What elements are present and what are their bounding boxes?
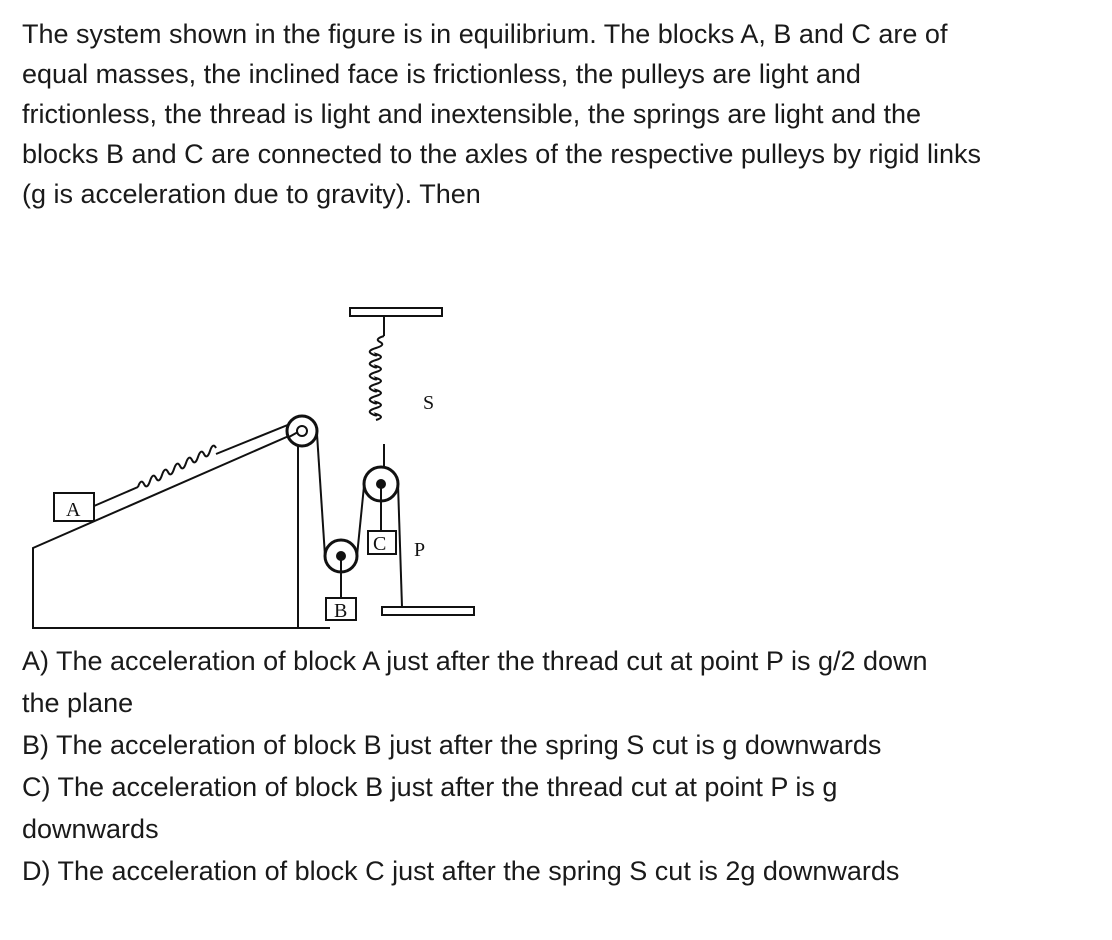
label-a: A (66, 499, 81, 521)
question-line: The system shown in the figure is in equilibrium. The blocks A, B and C are of (22, 19, 948, 49)
floor (382, 607, 474, 615)
label-c: C (373, 533, 387, 555)
option-b: B) The acceleration of block B just after the spring S cut is g downwards (22, 730, 882, 760)
ceiling (350, 308, 442, 316)
option-d: D) The acceleration of block C just after the spring S cut is 2g downwards (22, 856, 900, 886)
option-a: A) The acceleration of block A just after the thread cut at point P is g/2 down (22, 646, 928, 676)
label-p: P (414, 539, 426, 561)
option-a-cont: the plane (22, 688, 134, 718)
option-c-cont: downwards (22, 814, 159, 844)
incline-spring (138, 446, 216, 487)
question-line: equal masses, the inclined face is frictionless, the pulleys are light and (22, 59, 861, 89)
label-b: B (334, 600, 348, 622)
incline-wedge (33, 432, 298, 628)
spring-s (370, 336, 384, 420)
options-list (22, 640, 1092, 892)
question-line: blocks B and C are connected to the axles of the respective pulleys by rigid links (22, 139, 982, 169)
question-line: (g is acceleration due to gravity). Then (22, 179, 481, 209)
question-line: frictionless, the thread is light and inextensible, the springs are light and the (22, 99, 922, 129)
option-c: C) The acceleration of block B just after the thread cut at point P is g (22, 772, 838, 802)
thread-p (398, 484, 402, 607)
label-s: S (423, 392, 435, 414)
